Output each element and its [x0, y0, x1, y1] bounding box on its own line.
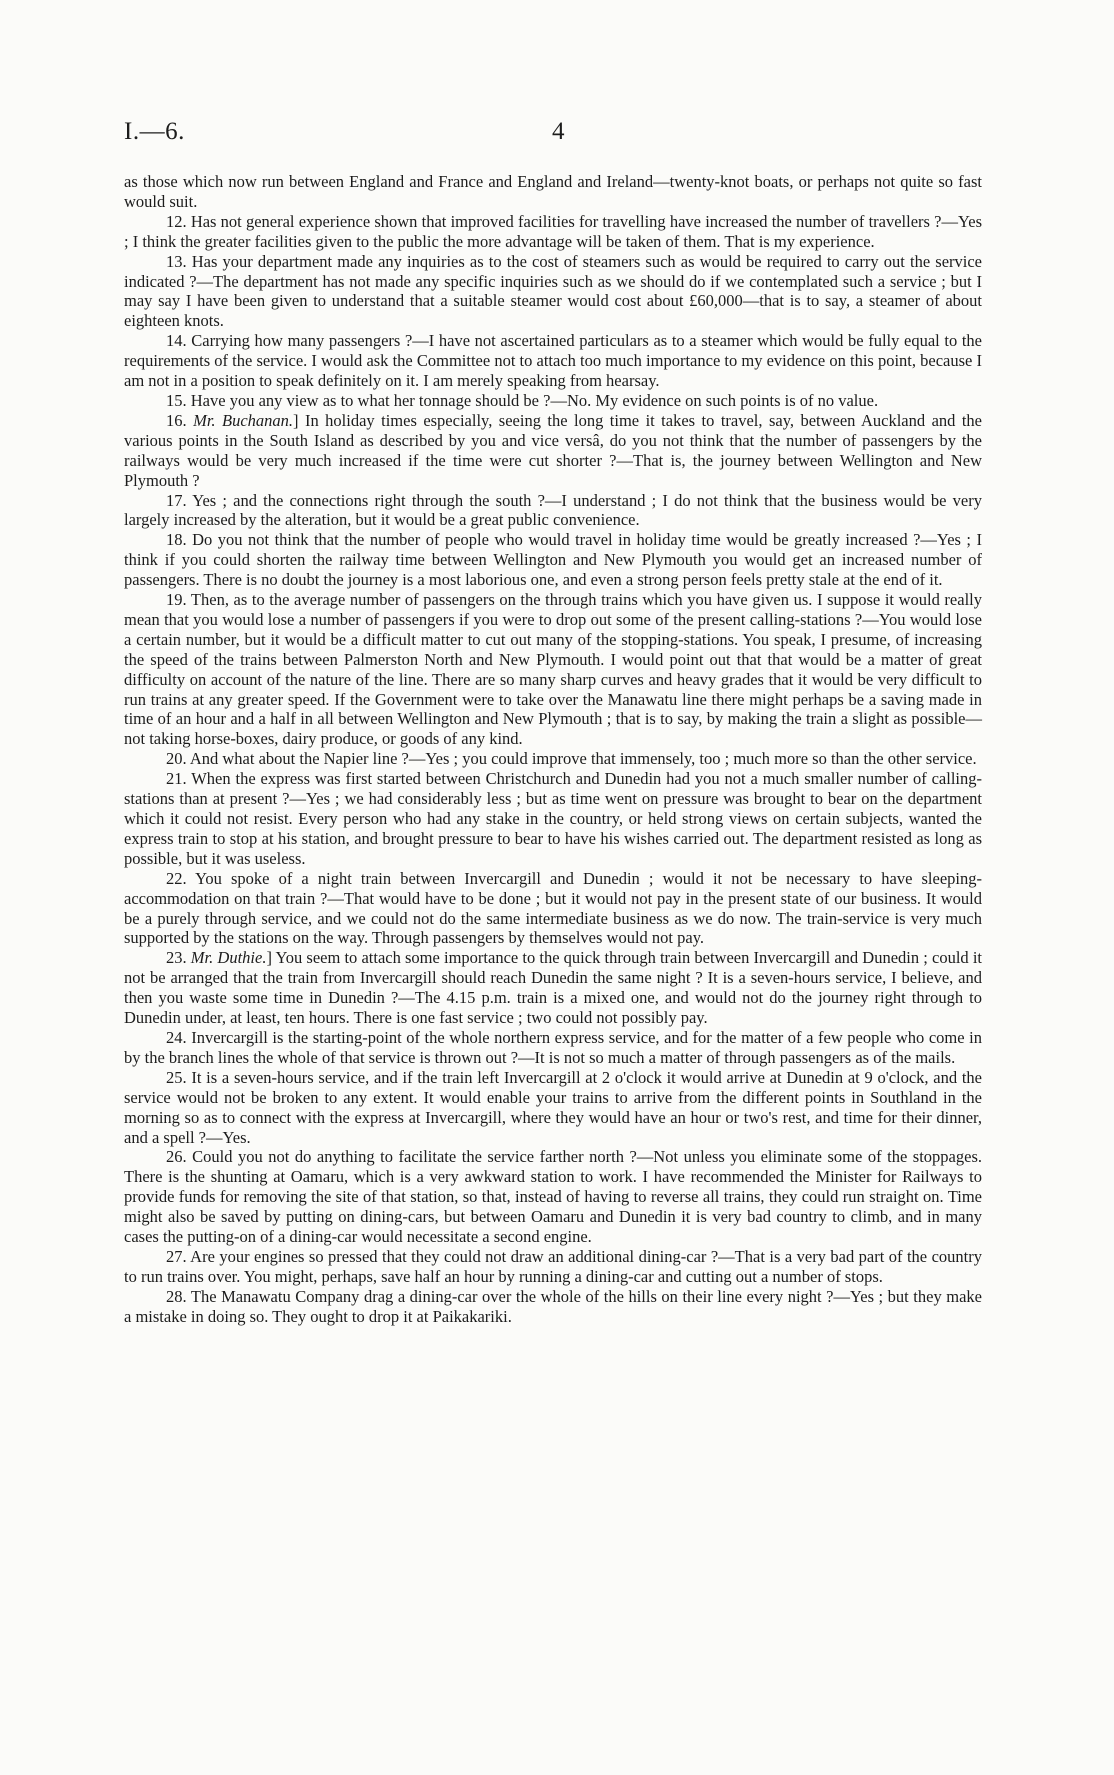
paragraph-14: 14. Carrying how many passengers ?—I have not ascertained particulars as to a steamer which would be fully equal to the requirements of the service. I would ask the Committee not to attach too much importance to my evidence on this point, because I am not in a position to speak definitely on it. I am merely speaking from hearsay. — [124, 331, 982, 391]
speaker-name: Mr. Buchanan. — [193, 410, 294, 430]
paragraph-12: 12. Has not general experience shown that improved facilities for travelling have increased the number of travellers ?—Yes ; I think the greater facilities given to the public the more advantage will be taken of them. That is my experience. — [124, 211, 982, 251]
page-number: 4 — [552, 118, 565, 145]
paragraph-text: ] In holiday times especially, seeing the long time it takes to travel, say, between Auckland and the various points in the South Island as described by you and vice versâ, do you not think that the number of passengers by the railways would be very much increased if the time were cut shorter ?—That is, the journey between Wellington and New Plymouth ? — [124, 410, 983, 490]
paragraph-17: 17. Yes ; and the connections right through the south ?—I understand ; I do not think that the business would be very largely increased by the alteration, but it would be a great public convenience. — [124, 490, 982, 530]
paragraph-26: 26. Could you not do anything to facilitate the service farther north ?—Not unless you eliminate some of the stoppages. There is the shunting at Oamaru, which is a very awkward station to work. I have recommended the Minister for Railways to provide funds for removing the site of that station, so that, instead of having to reverse all trains, they could run straight on. Time might also be saved by putting on dining-cars, but between Oamaru and Dunedin it is very bad country to climb, and in many cases the putting-on of a dining-car would necessitate a second engine. — [124, 1147, 982, 1247]
document-body — [124, 172, 982, 1327]
document-reference: I.—6. — [124, 118, 185, 145]
page-header — [124, 118, 990, 152]
paragraph-number: 23. — [166, 948, 191, 968]
paragraph-22: 22. You spoke of a night train between Invercargill and Dunedin ; would it not be necessary to have sleeping-accommodation on that train ?—That would have to be done ; but it would not pay in the present state of our business. It would be a purely through service, and we could not do the same intermediate business as we do now. The train-service is very much supported by the stations on the way. Through passengers by themselves would not pay. — [124, 868, 982, 948]
paragraph-24: 24. Invercargill is the starting-point of the whole northern express service, and for the matter of a few people who come in by the branch lines the whole of that service is thrown out ?—It is not so much a matter of through passengers as of the mails. — [124, 1027, 982, 1067]
paragraph-21: 21. When the express was first started between Christchurch and Dunedin had you not a much smaller number of calling-stations than at present ?—Yes ; we had considerably less ; but as time went on pressure was brought to bear on the department which it could not resist. Every person who had any stake in the country, or held strong views on certain subjects, wanted the express train to stop at his station, and brought pressure to bear to have his wishes carried out. The department resisted as long as possible, but it was useless. — [124, 769, 982, 868]
paragraph-23 — [124, 948, 982, 1028]
paragraph-13: 13. Has your department made any inquiries as to the cost of steamers such as would be required to carry out the service indicated ?—The department has not made any specific inquiries such as we should do if we contemplated such a service ; but I may say I have been given to understand that a suitable steamer would cost about £60,000—that is to say, a steamer of about eighteen knots. — [124, 251, 982, 331]
paragraph-28: 28. The Manawatu Company drag a dining-car over the whole of the hills on their line every night ?—Yes ; but they make a mistake in doing so. They ought to drop it at Paikakariki. — [124, 1286, 982, 1326]
speaker-name: Mr. Duthie. — [190, 948, 267, 968]
paragraph-19: 19. Then, as to the average number of passengers on the through trains which you have given us. I suppose it would really mean that you would lose a number of passengers if you were to drop out some of the present calling-stations ?—You would lose a certain number, but it would be a difficult matter to cut out many of the stopping-stations. You speak, I presume, of increasing the speed of the trains between Palmerston North and New Plymouth. I would point out that that would be a matter of great difficulty on account of the nature of the line. There are so many sharp curves and heavy grades that it would be very difficult to run trains at any greater speed. If the Government were to take over the Manawatu line there might perhaps be a saving made in time of an hour and a half in all between Wellington and New Plymouth ; that is to say, by making the train a slight as possible—not taking horse-boxes, dairy produce, or goods of any kind. — [124, 590, 982, 749]
paragraph-continuation: as those which now run between England and France and England and Ireland—twenty-knot boats, or perhaps not quite so fast would suit. — [124, 172, 982, 211]
paragraph-20: 20. And what about the Napier line ?—Yes ; you could improve that immensely, too ; much more so than the other service. — [166, 749, 977, 769]
paragraph-25: 25. It is a seven-hours service, and if the train left Invercargill at 2 o'clock it would arrive at Dunedin at 9 o'clock, and the service would not be broken to any extent. It would enable your trains to arrive from the different points in Southland in the morning so as to connect with the express at Invercargill, where they would have an hour or two's rest, and time for their dinner, and a spell ?—Yes. — [124, 1067, 982, 1147]
paragraph-text: ] You seem to attach some importance to the quick through train between Invercargill and Dunedin ; could it not be arranged that the train from Invercargill should reach Dunedin the same night ? It is a seven-hours service, I believe, and then you waste some time in Dunedin ?—The 4.15 p.m. train is a mixed one, and would not do the journey right through to Dunedin under, at least, ten hours. There is one fast service ; two could not possibly pay. — [124, 948, 983, 1028]
paragraph-15: 15. Have you any view as to what her tonnage should be ?—No. My evidence on such points is of no value. — [166, 390, 879, 410]
paragraph-27: 27. Are your engines so pressed that they could not draw an additional dining-car ?—That is a very bad part of the country to run trains over. You might, perhaps, save half an hour by running a dining-car and cutting out a number of stops. — [124, 1246, 982, 1286]
paragraph-16 — [124, 411, 982, 491]
paragraph-number: 16. — [166, 410, 194, 430]
paragraph-18: 18. Do you not think that the number of people who would travel in holiday time would be greatly increased ?—Yes ; I think if you could shorten the railway time between Wellington and New Plymouth you would get an increased number of passengers. There is no doubt the journey is a most laborious one, and even a strong person feels pretty stale at the end of it. — [124, 530, 982, 590]
